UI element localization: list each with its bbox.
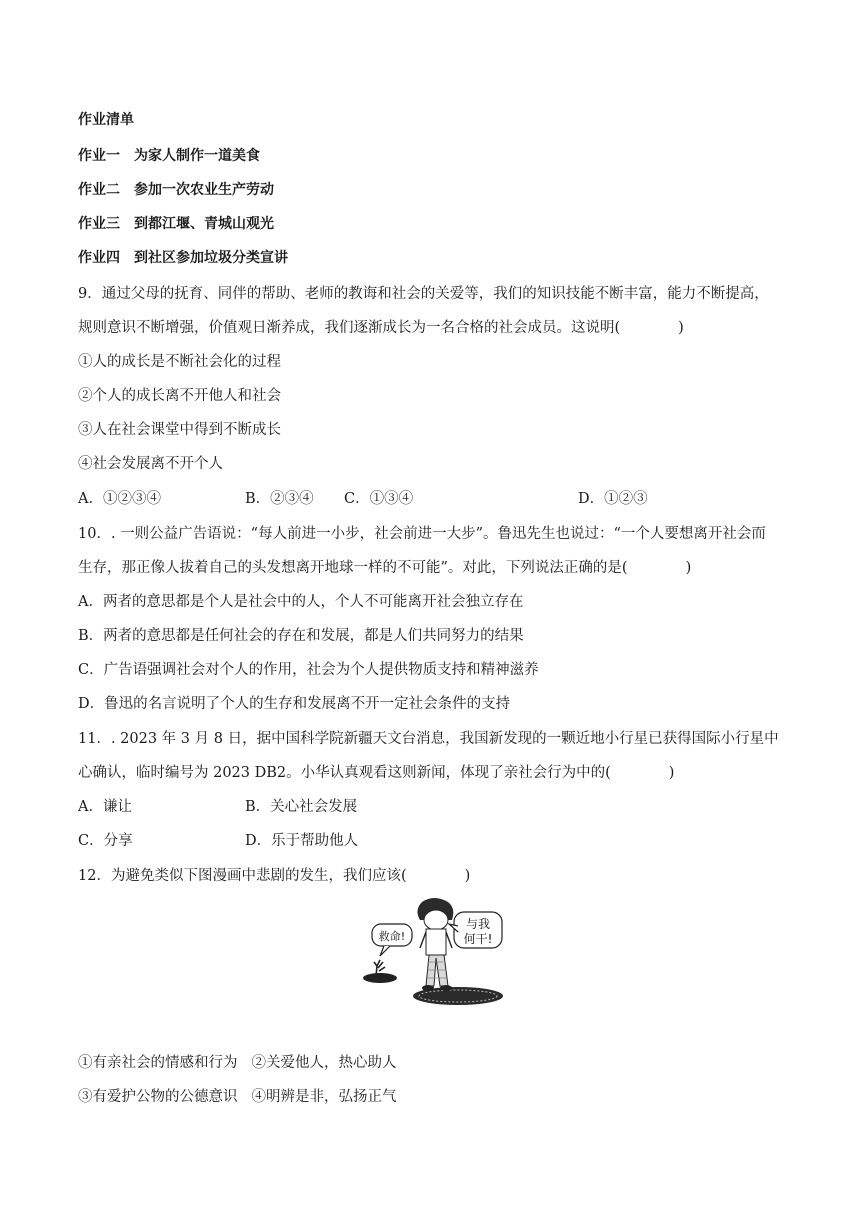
homework-item-label: 作业三 (78, 216, 120, 232)
q10-option-a[interactable]: A．两者的意思都是个人是社会中的人，个人不可能离开社会独立存在 (78, 594, 524, 610)
q11-option-a[interactable]: A．谦让 (78, 799, 132, 815)
homework-item-label: 作业二 (78, 182, 120, 198)
q12-statements-row2 (78, 1087, 397, 1107)
q11-stem-line2: 心确认，临时编号为 2023 DB2。小华认真观看这则新闻，体现了亲社会行为中的( ) (78, 765, 675, 781)
q10-option-b[interactable]: B．两者的意思都是任何社会的存在和发展，都是人们共同努力的结果 (78, 628, 524, 644)
bubble-right-text-line2: 何干! (463, 932, 493, 946)
homework-item-label: 作业一 (78, 148, 120, 164)
homework-item-text: 为家人制作一道美食 (134, 148, 260, 164)
q9-statement: ④社会发展离不开个人 (78, 456, 223, 472)
homework-item (78, 146, 260, 166)
small-hole-icon (363, 973, 397, 983)
q10-option-d[interactable]: D．鲁迅的名言说明了个人的生存和发展离不开一定社会条件的支持 (78, 696, 511, 712)
q10-stem-line2: 生存，那正像人拔着自己的头发想离开地球一样的不可能”。对此，下列说法正确的是( ) (78, 560, 692, 576)
homework-item (78, 214, 274, 234)
q12-statement: ④明辨是非，弘扬正气 (251, 1089, 397, 1105)
q12-statement: ③有爱护公物的公德意识 (78, 1089, 238, 1105)
q9-statement: ③人在社会课堂中得到不断成长 (78, 422, 281, 438)
bubble-right-text-line1: 与我 (465, 917, 491, 931)
q9-option-c[interactable]: C．①③④ (344, 491, 414, 507)
q12-stem: 12．为避免类似下图漫画中悲剧的发生，我们应该( ) (78, 868, 471, 884)
homework-title: 作业清单 (78, 112, 134, 128)
q9-stem-line1: 9．通过父母的抚育、同伴的帮助、老师的教诲和社会的关爱等，我们的知识技能不断丰富，能力不断提高， (78, 286, 769, 302)
q11-option-c[interactable]: C．分享 (78, 833, 133, 849)
homework-item-label: 作业四 (78, 250, 120, 266)
q11-stem-line1: 11．. 2023 年 3 月 8 日，据中国科学院新疆天文台消息，我国新发现的一颗近地小行星已获得国际小行星中 (78, 731, 779, 747)
comic-illustration (350, 896, 506, 1008)
q9-statement: ②个人的成长离不开他人和社会 (78, 388, 281, 404)
homework-item-text: 到都江堰、青城山观光 (134, 216, 274, 232)
speech-bubble-right (449, 912, 502, 948)
q11-option-d[interactable]: D．乐于帮助他人 (245, 833, 359, 849)
q12-statements-row1 (78, 1053, 397, 1073)
q9-option-d[interactable]: D．①②③ (578, 491, 648, 507)
q12-statement: ①有亲社会的情感和行为 (78, 1055, 238, 1071)
homework-item-text: 参加一次农业生产劳动 (134, 182, 274, 198)
bubble-left-text: 救命! (378, 930, 406, 943)
homework-item (78, 180, 274, 200)
q9-stem-line2: 规则意识不断增强，价值观日渐养成，我们逐渐成长为一名合格的社会成员。这说明( ) (78, 320, 684, 336)
walking-person-icon (417, 898, 453, 991)
q9-option-a[interactable]: A．①②③④ (78, 491, 161, 507)
q12-statement: ②关爱他人，热心助人 (251, 1055, 397, 1071)
homework-item-text: 到社区参加垃圾分类宣讲 (134, 250, 288, 266)
q10-option-c[interactable]: C．广告语强调社会对个人的作用，社会为个人提供物质支持和精神滋养 (78, 662, 539, 678)
q11-option-b[interactable]: B．关心社会发展 (245, 799, 358, 815)
homework-item (78, 248, 288, 268)
q9-option-b[interactable]: B．②③④ (245, 491, 314, 507)
speech-bubble-left (372, 924, 412, 956)
q10-stem-line1: 10．. 一则公益广告语说：“每人前进一小步，社会前进一大步”。鲁迅先生也说过：“一个人要想离开社会而 (78, 526, 766, 542)
q9-statement: ①人的成长是不断社会化的过程 (78, 354, 281, 370)
